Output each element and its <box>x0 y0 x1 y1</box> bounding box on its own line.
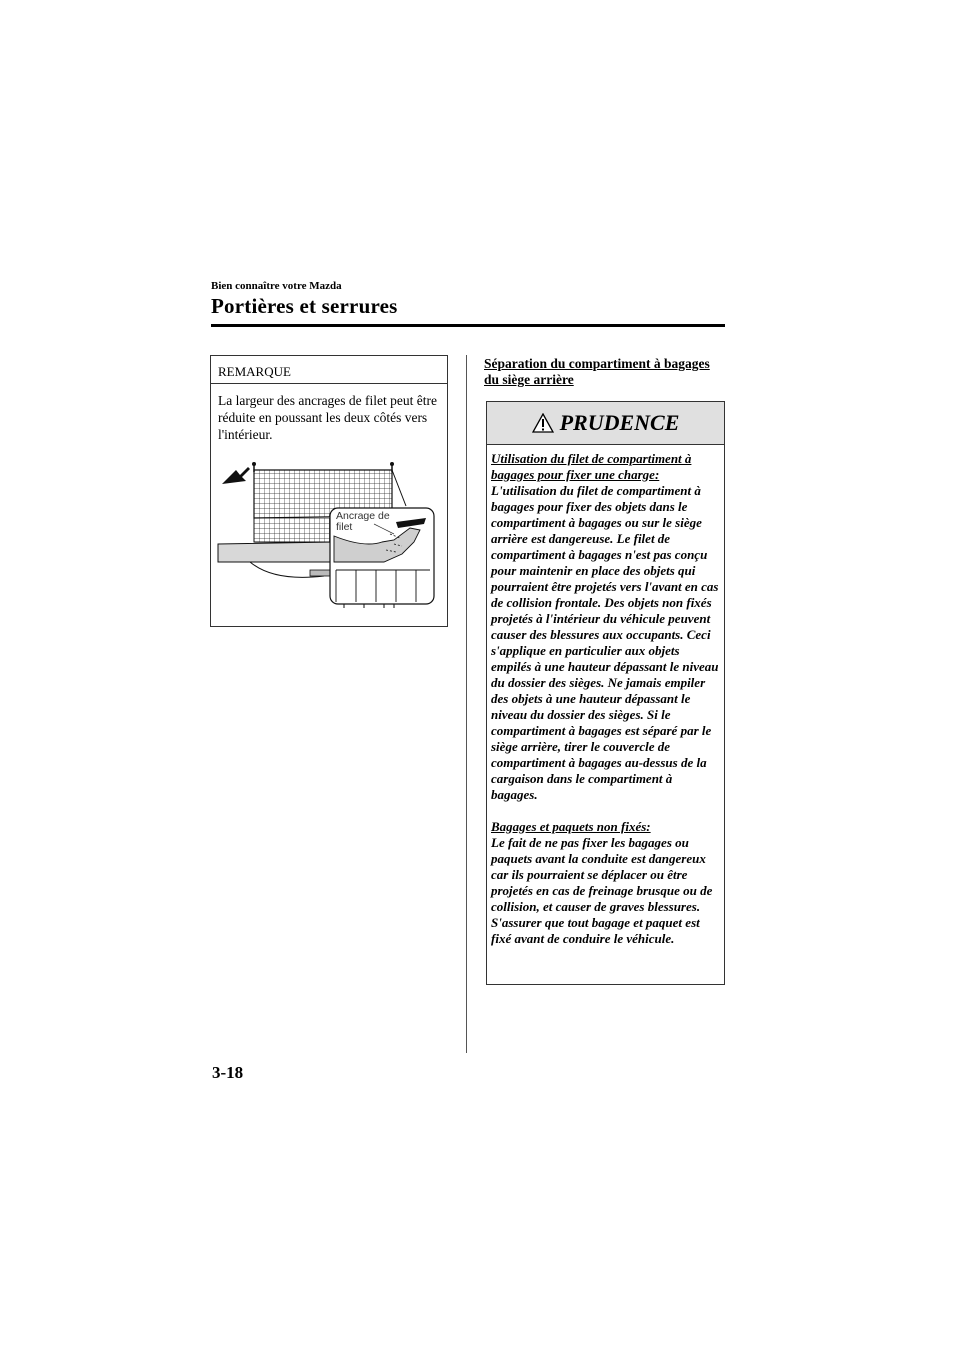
anchor-label-line1: Ancrage de <box>336 510 390 522</box>
caution-title: PRUDENCE <box>559 410 680 435</box>
caution-text-luggage: Le fait de ne pas fixer les bagages ou paquets avant la conduite est dangereux car ils pourraient se déplacer ou être projetés en cas de freinage brusque ou de collision, et causer de graves blessures. S'assurer que tout bagage et paquet est fixé avant de conduire le véhicule. <box>491 835 713 946</box>
section-heading: Séparation du compartiment à bagages du siège arrière <box>484 356 710 387</box>
caution-box <box>486 401 725 985</box>
section-label: Bien connaître votre Mazda <box>211 280 342 292</box>
cargo-net-illustration <box>214 458 444 608</box>
caution-header <box>487 402 724 445</box>
caution-subheading-luggage: Bagages et paquets non fixés: <box>491 819 651 834</box>
anchor-label-line2: filet <box>336 521 353 533</box>
cargo-net-drawing <box>214 458 444 608</box>
caution-subheading-net: Utilisation du filet de compartiment à bagages pour fixer une charge: <box>491 451 692 482</box>
caution-body <box>487 445 724 947</box>
page-number: 3-18 <box>212 1063 244 1082</box>
caution-text-net: L'utilisation du filet de compartiment à bagages pour fixer des objets dans le compartiment à bagages ou sur le siège arrière est dangereuse. Le filet de compartiment à bagages n'est pas conçu pour maintenir en place des objets qui pourraient être projetés vers l'avant en cas de collision frontale. Des objets non fixés projetés à l'intérieur du véhicule peuvent causer des blessures aux occupants. Ceci s'applique en particulier aux objets empilés à une hauteur dépassant le niveau du dossier des sièges. Ne jamais empiler des objets à une hauteur dépassant le niveau du dossier des sièges. Si le compartiment à bagages est séparé par le siège arrière, tirer le couvercle de compartiment à bagages au-dessus de la cargaison dans le compartiment à bagages. <box>491 483 719 802</box>
arrow-icon <box>222 467 250 484</box>
title-rule <box>211 324 725 327</box>
column-divider <box>466 355 467 1053</box>
warning-triangle-icon <box>532 413 554 433</box>
page-title: Portières et serrures <box>211 294 398 318</box>
note-heading: REMARQUE <box>211 356 447 384</box>
note-text: La largeur des ancrages de filet peut être réduite en poussant les deux côtés vers l'intérieur. <box>218 393 438 442</box>
